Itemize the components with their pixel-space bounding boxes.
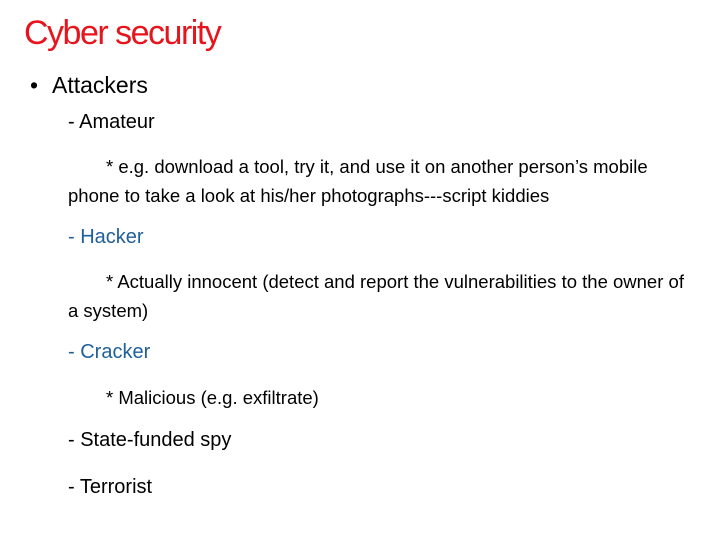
item-terrorist-label: - Terrorist (68, 476, 153, 498)
item-amateur-detail: * e.g. download a tool, try it, and use it on another person’s mobile phone to take a look at his/her photographs---script kiddies (68, 156, 648, 206)
bullet-heading: Attackers (52, 72, 148, 98)
item-cracker-detail: * Malicious (e.g. exfiltrate) (106, 387, 319, 408)
bullet-attackers (30, 72, 148, 99)
item-hacker-detail: * Actually innocent (detect and report the vulnerabilities to the owner of a system) (68, 271, 684, 321)
item-cracker-label: - Cracker (68, 341, 151, 363)
item-state-funded-spy-label: - State-funded spy (68, 429, 232, 451)
item-hacker-label: - Hacker (68, 226, 144, 248)
item-amateur-label: - Amateur (68, 111, 155, 133)
slide-title: Cyber security (24, 14, 221, 52)
bullet-dot: • (30, 72, 39, 98)
